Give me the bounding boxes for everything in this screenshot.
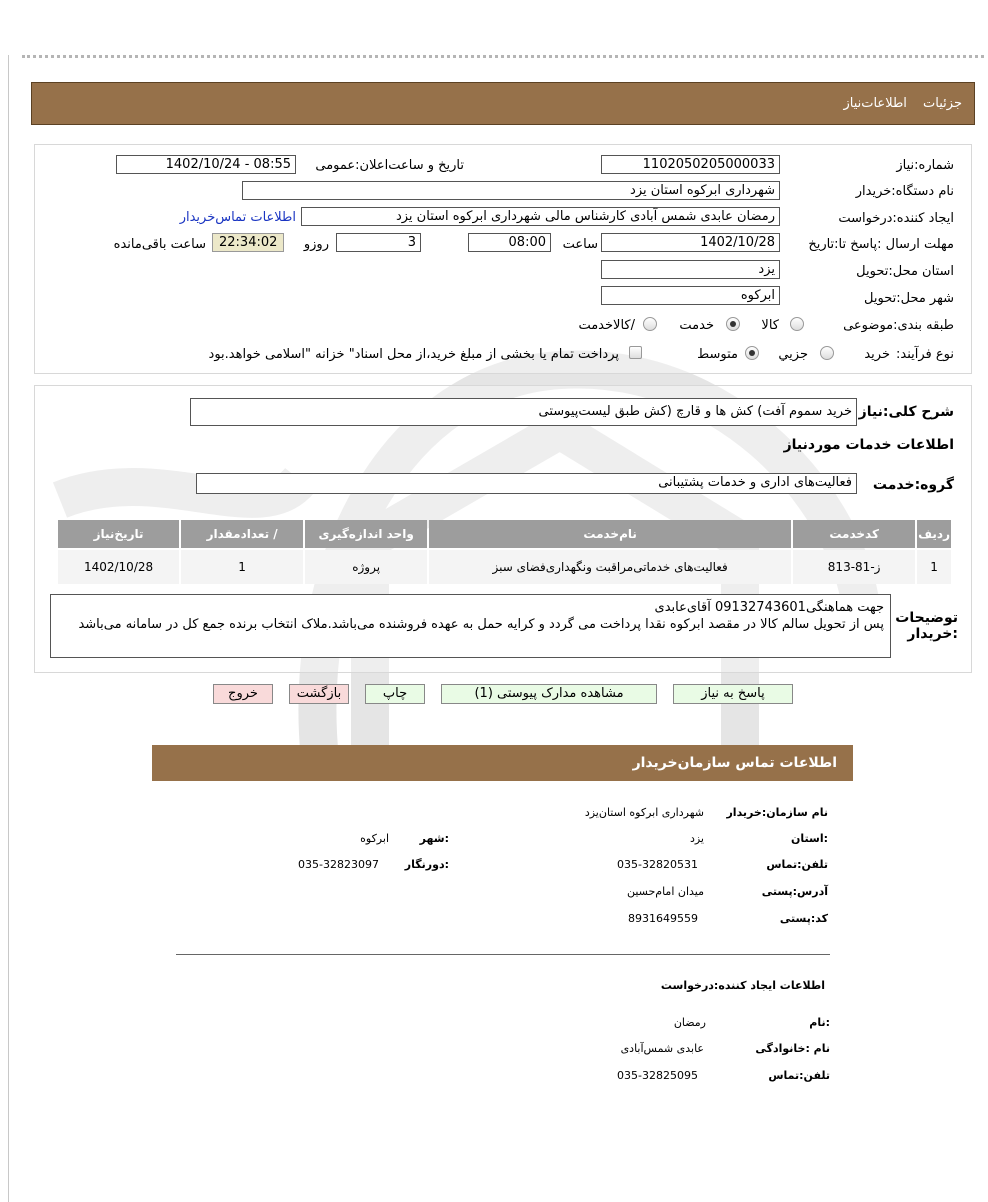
contact-city-label: :شهر bbox=[419, 832, 449, 845]
creator-field: رمضان عابدی شمس آبادی کارشناس مالی شهرداری ابرکوه استان یزد bbox=[301, 207, 780, 226]
exit-button[interactable]: خروج bbox=[213, 684, 273, 704]
contact-fax-value: 035-32823097 bbox=[298, 858, 379, 871]
contact-phone-value: 035-32820531 bbox=[617, 858, 698, 871]
process-value: خرید bbox=[864, 347, 890, 362]
remaining-label: ساعت باقی‌مانده bbox=[113, 237, 206, 252]
breadcrumb bbox=[831, 96, 962, 111]
cell-unit: پروژه bbox=[305, 550, 427, 584]
services-section-title: اطلاعات خدمات موردنیاز bbox=[783, 437, 954, 453]
buyer-org-field: شهرداری ابرکوه استان یزد bbox=[242, 181, 780, 200]
buyer-contact-section-bar bbox=[152, 745, 853, 781]
category-radio-goods[interactable] bbox=[790, 317, 804, 331]
contact-address-value: میدان امام‌حسین bbox=[626, 885, 704, 898]
need-info-panel bbox=[34, 144, 972, 374]
col-service-code: کدخدمت bbox=[793, 520, 915, 548]
announce-date-label: تاریخ و ساعت‌اعلان:عمومی bbox=[315, 158, 464, 173]
remaining-time: 22:34:02 bbox=[212, 233, 284, 252]
creator-family-value: عابدی شمس‌آبادی bbox=[620, 1042, 704, 1055]
days-label: روزو bbox=[303, 237, 329, 252]
view-attachments-button[interactable]: مشاهده مدارک پیوستی (1) bbox=[441, 684, 657, 704]
contact-phone-label: تلفن:تماس bbox=[766, 858, 828, 871]
summary-field: خرید سموم آفت) کش ها و قارچ (کش طبق لیست‌پیوستی bbox=[190, 398, 857, 426]
buyer-contact-link[interactable]: اطلاعات تماس‌خریدار bbox=[179, 210, 296, 225]
contact-fax-label: :دورنگار bbox=[404, 858, 449, 871]
buyer-notes-line1: جهت هماهنگی09132743601 آقای‌عابدی bbox=[654, 600, 884, 615]
col-unit: واحد اندازه‌گیری bbox=[305, 520, 427, 548]
contact-province-value: یزد bbox=[689, 832, 704, 845]
province-field: یزد bbox=[601, 260, 780, 279]
col-need-date: تاریخ‌نیاز bbox=[58, 520, 179, 548]
cell-need-date: 1402/10/28 bbox=[58, 550, 179, 584]
buyer-notes-field bbox=[50, 594, 891, 658]
creator-section-title: اطلاعات ایجاد کننده:درخواست bbox=[660, 979, 825, 992]
breadcrumb-details[interactable]: جزئیات bbox=[923, 96, 962, 111]
treasury-payment-checkbox[interactable] bbox=[629, 346, 642, 359]
deadline-label: مهلت ارسال :پاسخ تا:تاریخ bbox=[808, 237, 954, 252]
process-label: نوع فرآیند: bbox=[896, 347, 954, 362]
category-option-goods: کالا bbox=[761, 318, 779, 333]
days-field: 3 bbox=[336, 233, 421, 252]
buyer-org-label: نام دستگاه:خریدار bbox=[855, 184, 954, 199]
contact-org-label: نام سازمان:خریدار bbox=[726, 806, 828, 819]
contact-province-label: :استان bbox=[791, 832, 828, 845]
process-radio-medium[interactable] bbox=[745, 346, 759, 360]
city-label: شهر محل:تحویل bbox=[864, 291, 954, 306]
need-number-label: شماره:نیاز bbox=[896, 158, 954, 173]
page-header-bar bbox=[31, 82, 975, 125]
category-label: طبقه بندی:موضوعی bbox=[843, 318, 954, 333]
top-divider bbox=[22, 55, 984, 58]
table-row bbox=[58, 550, 951, 584]
col-service-name: نام‌خدمت bbox=[429, 520, 791, 548]
process-option-minor: جزیي bbox=[778, 347, 808, 362]
breadcrumb-need-info[interactable]: اطلاعات‌نیاز bbox=[843, 96, 907, 111]
back-button[interactable]: بازگشت bbox=[289, 684, 349, 704]
cell-service-name: فعالیت‌های خدماتی‌مراقبت و‌نگهداری‌فضای سبز bbox=[429, 550, 791, 584]
cell-quantity: 1 bbox=[181, 550, 303, 584]
creator-name-value: رمضان bbox=[673, 1016, 706, 1029]
category-radio-service[interactable] bbox=[726, 317, 740, 331]
treasury-payment-note: پرداخت تمام یا بخشی از مبلغ خرید،از محل اسناد" خزانه "اسلامی خواهد.بود bbox=[208, 347, 619, 362]
page-left-border bbox=[8, 55, 9, 1202]
process-radio-minor[interactable] bbox=[820, 346, 834, 360]
contact-postal-value: 8931649559 bbox=[628, 912, 698, 925]
col-quantity: / تعدادمقدار bbox=[181, 520, 303, 548]
deadline-time-label: ساعت bbox=[562, 237, 598, 252]
reply-button[interactable]: پاسخ به نیاز bbox=[673, 684, 793, 704]
city-field: ابرکوه bbox=[601, 286, 780, 305]
cell-service-code: ز-81-813 bbox=[793, 550, 915, 584]
contact-org-value: شهرداری ابرکوه استان‌یزد bbox=[584, 806, 704, 819]
process-option-medium: متوسط bbox=[697, 347, 738, 362]
cell-row: 1 bbox=[917, 550, 951, 584]
contact-address-label: آدرس:پستی bbox=[761, 885, 828, 898]
buyer-notes-line2: پس از تحویل سالم کالا در مقصد ابرکوه نقدا پرداخت می گردد و کرایه حمل به عهده فروشنده می‌باشد.ملاک انتخاب برنده جمع کل در سامانه می‌باشد bbox=[78, 617, 884, 632]
services-table bbox=[56, 518, 953, 586]
buyer-notes-label: توضیحات :خریدار bbox=[895, 610, 958, 642]
contact-postal-label: کد:پستی bbox=[779, 912, 828, 925]
contact-divider bbox=[176, 954, 830, 955]
creator-phone-value: 035-32825095 bbox=[617, 1069, 698, 1082]
print-button[interactable]: چاپ bbox=[365, 684, 425, 704]
deadline-time-field: 08:00 bbox=[468, 233, 551, 252]
service-group-field: فعالیت‌های اداری و خدمات پشتیبانی bbox=[196, 473, 857, 494]
deadline-date-field: 1402/10/28 bbox=[601, 233, 780, 252]
province-label: استان محل:تحویل bbox=[856, 264, 954, 279]
summary-label: شرح کلی:نیاز bbox=[858, 404, 954, 420]
category-option-goods-service: /کالاخدمت bbox=[578, 318, 635, 333]
services-table-header bbox=[58, 520, 951, 548]
contact-city-value: ابرکوه bbox=[360, 832, 389, 845]
creator-phone-label: تلفن:تماس bbox=[768, 1069, 830, 1082]
category-radio-goods-service[interactable] bbox=[643, 317, 657, 331]
announce-date-field: 1402/10/24 - 08:55 bbox=[116, 155, 296, 174]
creator-family-label: نام :خانوادگی bbox=[755, 1042, 830, 1055]
creator-name-label: :نام bbox=[809, 1016, 830, 1029]
col-row: ردیف bbox=[917, 520, 951, 548]
buyer-contact-section-title: اطلاعات تماس سازمان‌خریدار bbox=[632, 755, 837, 771]
service-group-label: گروه:خدمت bbox=[872, 477, 954, 493]
need-number-field: 1102050205000033 bbox=[601, 155, 780, 174]
category-option-service: خدمت bbox=[679, 318, 714, 333]
creator-label: ایجاد کننده:درخواست bbox=[838, 211, 954, 226]
